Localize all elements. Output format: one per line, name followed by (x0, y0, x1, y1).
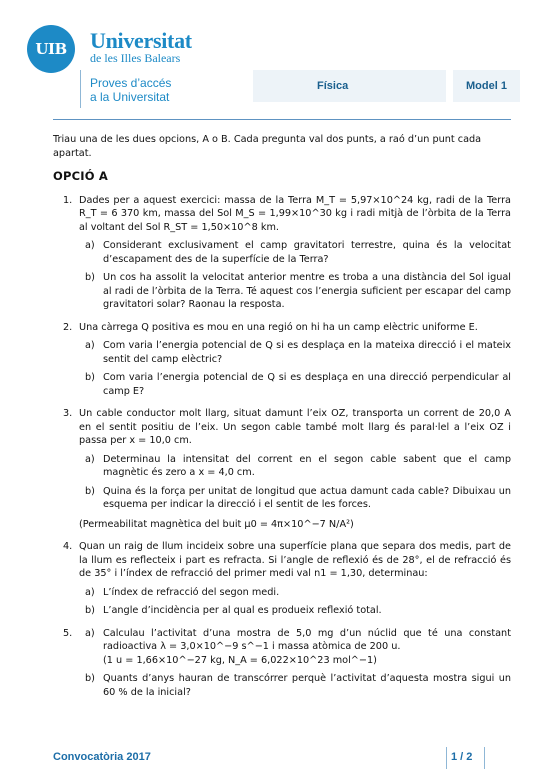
exam-type-line1: Proves d’accés (90, 76, 172, 90)
subquestion-label: a) (85, 586, 95, 598)
subquestion-b (79, 485, 511, 512)
subquestion-label: b) (85, 485, 95, 497)
footer-divider (484, 747, 485, 769)
subquestion-label: b) (85, 673, 95, 684)
question-text: Un cable conductor molt llarg, situat damunt l’eix OZ, transporta un corrent de 20,0 A en el sentit positiu de l’eix. Un segon cable també molt llarg és paral·lel a l’eix OZ i passa per x = 10,0 cm. (79, 408, 511, 446)
subquestion-label: a) (85, 453, 95, 465)
question-number: 1. (63, 194, 73, 206)
exam-content (53, 133, 511, 708)
subquestion-text: Un cos ha assolit la velocitat anterior mentre es troba a una distància del Sol igual al radi de l’òrbita de la Terra. Té aquest cos l’energia suficient per escapar del camp gravitatori solar? Raonau la resposta. (103, 272, 511, 310)
subquestion-b (79, 371, 511, 398)
constant-note: (Permeabilitat magnètica del buit μ0 = 4π×10^−7 N/A²) (79, 518, 354, 530)
subquestion-b (79, 604, 511, 618)
subquestion-text: L’índex de refracció del segon medi. (103, 586, 280, 598)
footer-divider (446, 747, 447, 769)
option-title: OPCIÓ A (53, 169, 109, 183)
subquestion-a (79, 339, 511, 366)
subquestion-a (79, 453, 511, 480)
exam-type (90, 76, 171, 104)
header-rule (53, 119, 511, 120)
subquestion-label: b) (85, 272, 95, 283)
subquestion-label: a) (85, 240, 95, 251)
subquestion-label: b) (85, 605, 95, 616)
subquestion-text: Quina és la força per unitat de longitud que actua damunt cada cable? Dibuixau un esquema per indicar la direcció i el sentit de les forces. (103, 485, 511, 510)
subquestion-a (79, 239, 511, 266)
subquestion-label: a) (85, 627, 95, 639)
question-1 (53, 194, 511, 312)
question-3 (53, 407, 511, 531)
question-5 (53, 627, 511, 700)
subquestion-b (79, 672, 511, 699)
question-text: Una càrrega Q positiva es mou en una regió on hi ha un camp elèctric uniforme E. (79, 321, 478, 333)
exam-session: Convocatòria 2017 (53, 751, 151, 763)
subquestion-text: Com varia l’energia potencial de Q si es desplaça en la mateixa direcció i el mateix sentit del camp elèctric? (103, 340, 511, 365)
uib-logo: UIB (27, 25, 75, 73)
subquestion-text: Considerant exclusivament el camp gravitatori terrestre, quina és la velocitat d’escapament des de la superfície de la Terra? (103, 240, 511, 265)
question-4 (53, 540, 511, 618)
question-number: 4. (63, 541, 73, 552)
question-text: Dades per a aquest exercici: massa de la Terra M_T = 5,97×10^24 kg, radi de la Terra R_T = 6 370 km, massa del Sol M_S = 1,99×10^30 kg i radi mitjà de l’òrbita de la Terra al voltant del Sol R_ST = 1,50×10^8 km. (79, 194, 511, 233)
question-number: 5. (63, 627, 73, 639)
question-number: 2. (63, 321, 73, 333)
header-divider (80, 70, 81, 108)
subquestion-text: L’angle d’incidència per al qual es produeix reflexió total. (103, 605, 382, 616)
subquestion-text: Determinau la intensitat del corrent en el segon cable sabent que el camp magnètic és zero a x = 4,0 cm. (103, 453, 511, 478)
subquestion-b (79, 271, 511, 312)
question-number: 3. (63, 408, 73, 419)
model-box: Model 1 (453, 70, 520, 102)
question-2 (53, 321, 511, 399)
subquestion-a (79, 586, 511, 600)
subquestion-label: a) (85, 340, 95, 351)
question-text: Quan un raig de llum incideix sobre una superfície plana que separa dos medis, part de la llum es reflecteix i part es refracta. Si l’angle de reflexió és de 28°, el de refracció és de 35° i l’índex de refracció del primer medi val n1 = 1,30, determinau: (79, 541, 511, 579)
page-number: 1 / 2 (451, 751, 473, 763)
subject-box: Física (253, 70, 446, 102)
subquestion-text: Calculau l’activitat d’una mostra de 5,0 mg d’un núclid que té una constant radioactiva λ = 3,0×10^−9 s^−1 i massa atòmica de 200 u. (103, 627, 511, 652)
university-subtitle: de les Illes Balears (90, 51, 181, 65)
instructions: Triau una de les dues opcions, A o B. Cada pregunta val dos punts, a raó d’un punt cada apartat. (53, 134, 482, 159)
page-header (0, 0, 550, 120)
subquestion-text: Quants d’anys hauran de transcórrer perquè l’activitat d’aquesta mostra sigui un 60 % de la inicial? (103, 673, 511, 698)
exam-type-line2: a la Universitat (90, 90, 170, 104)
constant-note: (1 u = 1,66×10^−27 kg, N_A = 6,022×10^23 mol^−1) (103, 654, 377, 666)
subquestion-text: Com varia l’energia potencial de Q si es desplaça en una direcció perpendicular al camp E? (103, 372, 511, 397)
university-name: Universitat (90, 28, 192, 53)
subquestion-label: b) (85, 372, 95, 383)
subquestion-a (79, 627, 511, 668)
